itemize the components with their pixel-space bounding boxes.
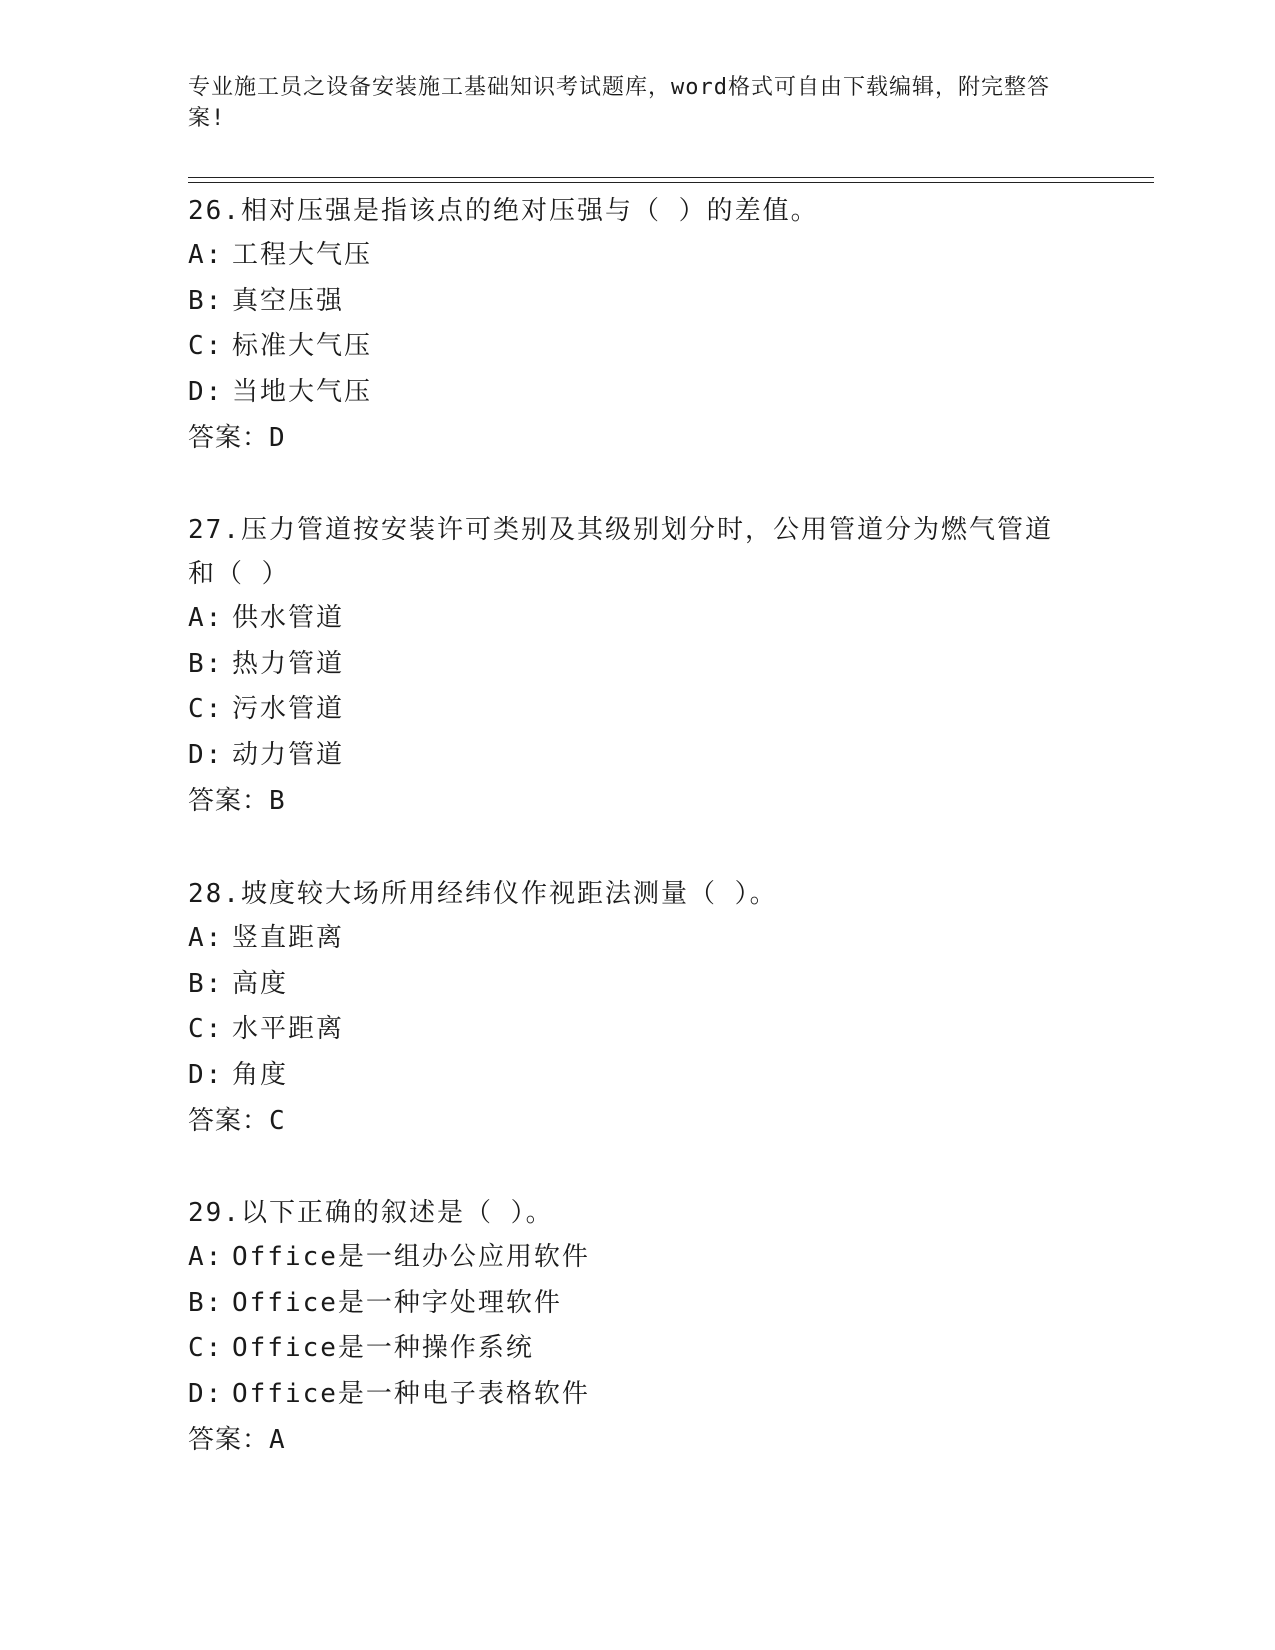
answer-value: A bbox=[269, 1425, 286, 1455]
answer-value: D bbox=[269, 423, 286, 453]
option-d bbox=[188, 1053, 1088, 1099]
option-d bbox=[188, 1372, 1088, 1418]
answer-line bbox=[188, 1417, 1088, 1463]
answer-line bbox=[188, 415, 1088, 461]
option-a bbox=[188, 916, 1088, 962]
option-c bbox=[188, 687, 1088, 733]
option-c bbox=[188, 1007, 1088, 1053]
option-text: Office是一种电子表格软件 bbox=[232, 1378, 590, 1409]
option-c bbox=[188, 1326, 1088, 1372]
option-text: 工程大气压 bbox=[232, 240, 373, 270]
question-stem: 27.压力管道按安装许可类别及其级别划分时，公用管道分为燃气管道和（ ） bbox=[188, 515, 1053, 589]
header-divider-top bbox=[188, 177, 1154, 178]
option-letter: C: bbox=[188, 1333, 224, 1363]
option-letter: A: bbox=[188, 923, 224, 953]
option-letter: A: bbox=[188, 240, 224, 270]
option-letter: C: bbox=[188, 1014, 224, 1044]
option-text: 标准大气压 bbox=[232, 331, 373, 361]
option-text: 动力管道 bbox=[232, 739, 345, 770]
option-text: Office是一组办公应用软件 bbox=[232, 1242, 590, 1272]
option-d bbox=[188, 370, 1088, 416]
option-a bbox=[188, 596, 1088, 642]
option-text: 污水管道 bbox=[232, 694, 345, 724]
option-letter: D: bbox=[188, 1378, 224, 1409]
option-b bbox=[188, 1281, 1088, 1327]
option-text: 水平距离 bbox=[232, 1014, 345, 1044]
option-b bbox=[188, 279, 1088, 325]
question-29 bbox=[188, 1191, 1088, 1463]
option-letter: C: bbox=[188, 331, 224, 361]
option-text: 真空压强 bbox=[232, 285, 345, 316]
option-letter: C: bbox=[188, 694, 224, 724]
answer-label: 答案： bbox=[188, 1106, 270, 1136]
option-letter: A: bbox=[188, 603, 224, 633]
document-header: 专业施工员之设备安装施工基础知识考试题库，word格式可自由下载编辑，附完整答案! bbox=[188, 75, 1050, 131]
question-stem: 28.坡度较大场所用经纬仪作视距法测量（ ）。 bbox=[188, 879, 778, 909]
question-28 bbox=[188, 872, 1088, 1144]
option-letter: D: bbox=[188, 1059, 224, 1090]
header-divider-bottom bbox=[188, 182, 1154, 183]
option-letter: D: bbox=[188, 739, 224, 770]
question-27 bbox=[188, 508, 1088, 824]
option-text: 高度 bbox=[232, 968, 289, 999]
answer-line bbox=[188, 778, 1088, 824]
answer-label: 答案： bbox=[188, 1425, 270, 1455]
option-text: 供水管道 bbox=[232, 603, 345, 633]
question-stem: 29.以下正确的叙述是（ ）。 bbox=[188, 1198, 554, 1228]
option-letter: D: bbox=[188, 376, 224, 407]
option-c bbox=[188, 324, 1088, 370]
option-text: Office是一种字处理软件 bbox=[232, 1287, 562, 1318]
answer-value: C bbox=[269, 1106, 286, 1136]
option-letter: B: bbox=[188, 1287, 224, 1318]
option-letter: A: bbox=[188, 1242, 224, 1272]
option-text: Office是一种操作系统 bbox=[232, 1333, 534, 1363]
option-text: 当地大气压 bbox=[232, 376, 373, 407]
option-a bbox=[188, 1235, 1088, 1281]
answer-value: B bbox=[269, 786, 286, 816]
option-b bbox=[188, 962, 1088, 1008]
option-text: 角度 bbox=[232, 1059, 289, 1090]
answer-line bbox=[188, 1098, 1088, 1144]
question-26 bbox=[188, 189, 1088, 461]
answer-label: 答案： bbox=[188, 423, 270, 453]
answer-label: 答案： bbox=[188, 786, 270, 816]
option-letter: B: bbox=[188, 968, 224, 999]
option-letter: B: bbox=[188, 285, 224, 316]
option-letter: B: bbox=[188, 648, 224, 679]
question-stem: 26.相对压强是指该点的绝对压强与（ ）的差值。 bbox=[188, 196, 819, 226]
option-text: 竖直距离 bbox=[232, 923, 345, 953]
option-text: 热力管道 bbox=[232, 648, 345, 679]
option-d bbox=[188, 733, 1088, 779]
option-a bbox=[188, 233, 1088, 279]
option-b bbox=[188, 642, 1088, 688]
